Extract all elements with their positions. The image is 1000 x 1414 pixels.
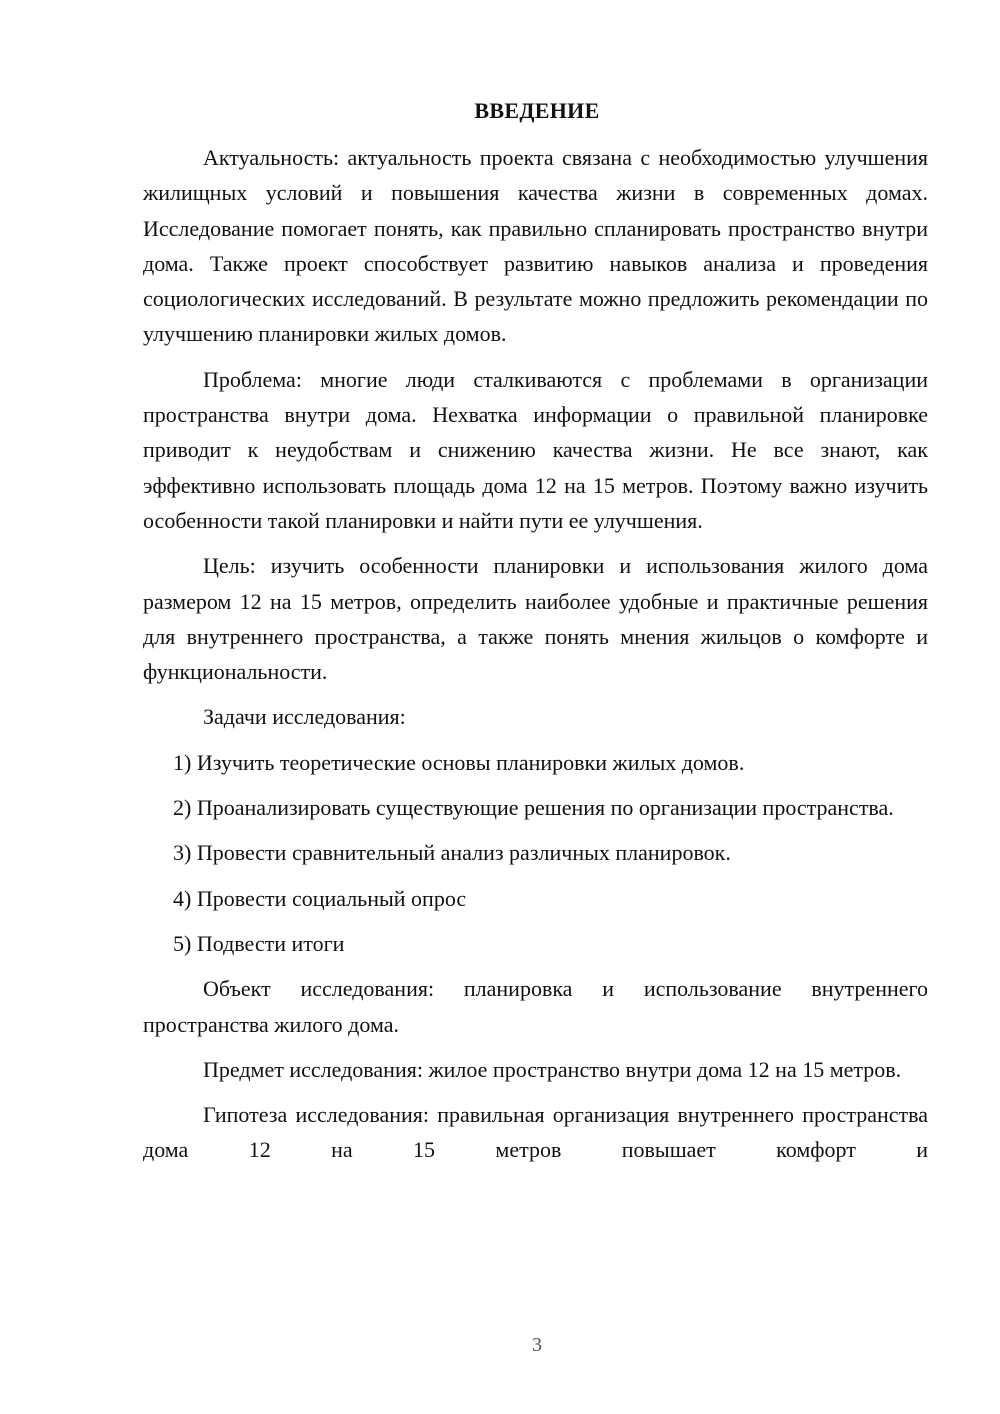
task-item-3: 3) Провести сравнительный анализ различных планировок. bbox=[173, 840, 731, 866]
task-item-5: 5) Подвести итоги bbox=[173, 930, 345, 956]
task-item-2: 2) Проанализировать существующие решения по организации пространства. bbox=[173, 795, 894, 821]
goal-paragraph: Цель: изучить особенности планировки и использования жилого дома размером 12 на 15 метров, определить наиболее удобные и практичные решения для внутреннего пространства, а также понять мнения жильцов о комфорте и функциональности. bbox=[143, 553, 928, 685]
problem-paragraph: Проблема: многие люди сталкиваются с проблемами в организации пространства внутри дома. Нехватка информации о правильной планировке приводит к неудобствам и снижению качества жизни. Не все знают, как эффективно использовать площадь дома 12 на 15 метров. Поэтому важно изучить особенности такой планировки и найти пути ее улучшения. bbox=[143, 366, 928, 533]
page-number: 3 bbox=[532, 1334, 542, 1356]
document-body bbox=[143, 140, 928, 1178]
relevance-paragraph: Актуальность: актуальность проекта связана с необходимостью улучшения жилищных условий и повышения качества жизни в современных домах. Исследование помогает понять, как правильно спланировать пространство внутри дома. Также проект способствует развитию навыков анализа и проведения социологических исследований. В результате можно предложить рекомендации по улучшению планировки жилых домов. bbox=[143, 145, 928, 347]
object-paragraph: Объект исследования: планировка и использование внутреннего пространства жилого дома. bbox=[143, 976, 928, 1037]
task-item-4: 4) Провести социальный опрос bbox=[173, 885, 467, 911]
tasks-heading: Задачи исследования: bbox=[203, 704, 406, 730]
hypothesis-paragraph: Гипотеза исследования: правильная организация внутреннего пространства дома 12 на 15 метров повышает комфорт и bbox=[143, 1102, 928, 1163]
task-item-1: 1) Изучить теоретические основы планировки жилых домов. bbox=[173, 749, 745, 775]
subject-paragraph: Предмет исследования: жилое пространство внутри дома 12 на 15 метров. bbox=[203, 1056, 902, 1082]
section-title: ВВЕДЕНИЕ bbox=[474, 98, 600, 123]
